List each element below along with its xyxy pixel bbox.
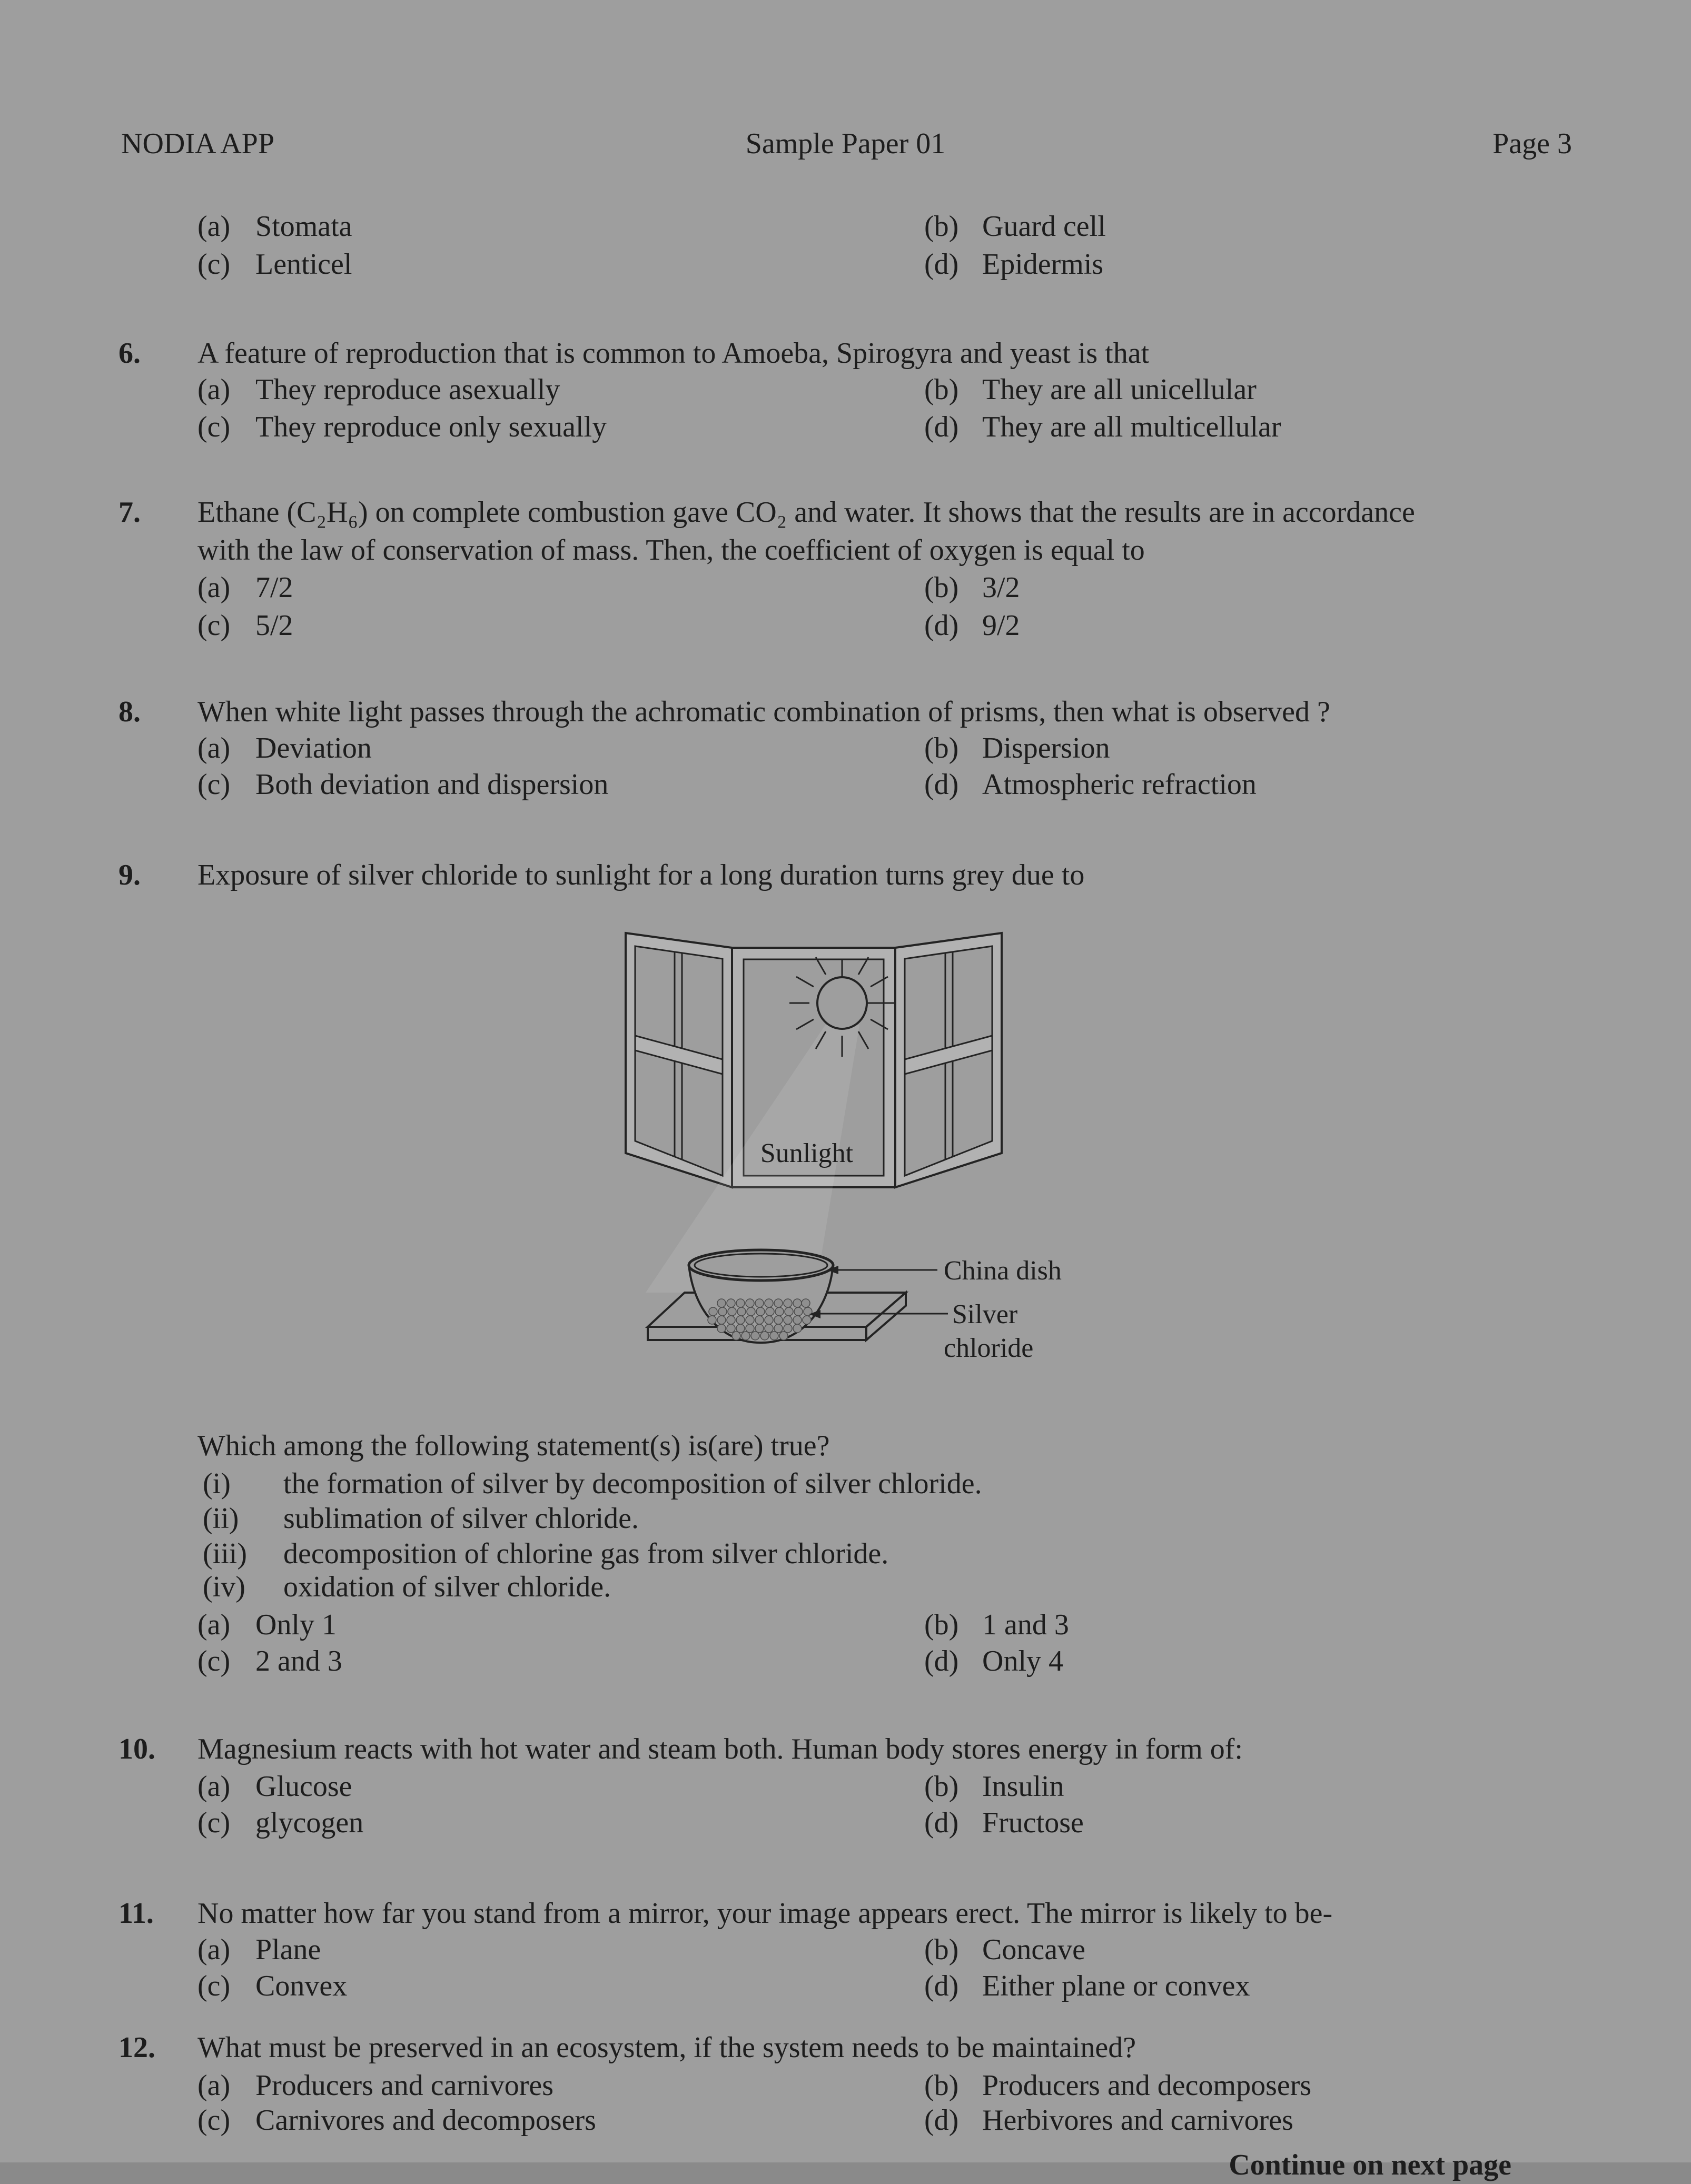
option-row xyxy=(0,607,1691,644)
option-marker: (d) xyxy=(924,1806,959,1839)
header-page-number: Page 3 xyxy=(1492,127,1572,160)
question-number: 10. xyxy=(118,1733,155,1765)
option-marker: (a) xyxy=(197,732,231,765)
question-text: No matter how far you stand from a mirror, your image appears erect. The mirror is likely to be- xyxy=(197,1897,1333,1930)
option-label: 5/2 xyxy=(255,609,293,642)
option-label: They reproduce asexually xyxy=(255,373,560,406)
question-text: A feature of reproduction that is common to Amoeba, Spirogyra and yeast is that xyxy=(197,337,1150,370)
option-marker: (a) xyxy=(197,2069,231,2102)
option-a xyxy=(197,729,372,767)
option-label: They are all unicellular xyxy=(982,373,1257,406)
option-d xyxy=(924,1642,1063,1680)
question-number: 9. xyxy=(118,859,141,891)
option-a xyxy=(197,569,293,607)
option-marker: (a) xyxy=(197,1609,231,1641)
option-marker: (b) xyxy=(924,571,959,604)
option-label: Producers and carnivores xyxy=(255,2069,554,2102)
option-b xyxy=(924,1931,1085,1969)
option-a xyxy=(197,1931,321,1969)
option-a xyxy=(197,207,352,245)
footer-continue-note: Continue on next page xyxy=(1229,2149,1511,2181)
option-b xyxy=(924,371,1257,409)
option-marker: (c) xyxy=(197,1645,231,1677)
option-marker: (b) xyxy=(924,2069,959,2102)
option-b xyxy=(924,1768,1064,1805)
option-a xyxy=(197,2067,553,2104)
option-label: Epidermis xyxy=(982,248,1104,281)
statement-marker: (iii) xyxy=(203,1537,247,1570)
statement-row xyxy=(0,1465,1691,1503)
option-b xyxy=(924,2067,1311,2104)
option-marker: (d) xyxy=(924,768,959,801)
header-app-name: NODIA APP xyxy=(121,127,274,160)
statement-iii xyxy=(203,1535,888,1573)
option-label: Insulin xyxy=(982,1770,1064,1803)
option-c xyxy=(197,408,607,446)
option-row xyxy=(0,245,1691,283)
option-a xyxy=(197,371,560,409)
question-text: When white light passes through the achromatic combination of prisms, then what is observed ? xyxy=(197,696,1330,728)
question-text: Ethane (C₂H₆) on complete combustion gave CO₂ and water. It shows that the results are in accordance xyxy=(197,496,1415,529)
option-marker: (c) xyxy=(197,1970,231,2002)
option-label: Either plane or convex xyxy=(982,1970,1250,2002)
option-label: Fructose xyxy=(982,1806,1084,1839)
question-number: 6. xyxy=(118,337,141,370)
option-marker: (a) xyxy=(197,1933,231,1966)
option-marker: (d) xyxy=(924,1970,959,2002)
question-7 xyxy=(0,493,1691,531)
option-row xyxy=(0,371,1691,409)
question-8 xyxy=(0,693,1691,731)
option-marker: (c) xyxy=(197,248,231,281)
option-c xyxy=(197,1804,363,1842)
option-marker: (d) xyxy=(924,248,959,281)
question-text: Exposure of silver chloride to sunlight for a long duration turns grey due to xyxy=(197,859,1085,891)
option-marker: (b) xyxy=(924,1609,959,1641)
statement-text: the formation of silver by decomposition of silver chloride. xyxy=(283,1467,982,1500)
question-10 xyxy=(0,1730,1691,1768)
option-row xyxy=(0,766,1691,803)
option-c xyxy=(197,2101,596,2139)
option-row xyxy=(0,729,1691,767)
option-a xyxy=(197,1768,352,1805)
option-b xyxy=(924,569,1020,607)
option-label: 2 and 3 xyxy=(255,1645,342,1677)
option-label: Convex xyxy=(255,1970,348,2002)
option-d xyxy=(924,607,1020,644)
option-label: Carnivores and decomposers xyxy=(255,2104,596,2137)
question-text: What must be preserved in an ecosystem, if the system needs to be maintained? xyxy=(197,2031,1136,2064)
option-label: Herbivores and carnivores xyxy=(982,2104,1293,2137)
option-marker: (b) xyxy=(924,732,959,765)
option-row xyxy=(0,1768,1691,1805)
option-c xyxy=(197,607,293,644)
option-d xyxy=(924,766,1257,803)
option-marker: (a) xyxy=(197,210,231,243)
option-marker: (a) xyxy=(197,373,231,406)
option-row xyxy=(0,207,1691,245)
option-marker: (d) xyxy=(924,609,959,642)
option-d xyxy=(924,1804,1084,1842)
figure-silver-label-line2: chloride xyxy=(944,1333,1034,1363)
option-label: 9/2 xyxy=(982,609,1020,642)
china-dish-rim xyxy=(689,1250,833,1280)
option-marker: (b) xyxy=(924,1933,959,1966)
option-marker: (d) xyxy=(924,411,959,443)
statement-i xyxy=(203,1465,982,1503)
question-text: Which among the following statement(s) is(are) true? xyxy=(197,1429,830,1462)
option-marker: (b) xyxy=(924,210,959,243)
option-label: Only 1 xyxy=(255,1609,337,1641)
option-marker: (d) xyxy=(924,1645,959,1677)
option-row xyxy=(0,408,1691,446)
statement-marker: (iv) xyxy=(203,1571,245,1603)
option-label: They reproduce only sexually xyxy=(255,411,607,443)
statement-marker: (i) xyxy=(203,1467,231,1500)
option-label: Guard cell xyxy=(982,210,1106,243)
option-d xyxy=(924,408,1281,446)
option-label: They are all multicellular xyxy=(982,411,1281,443)
option-label: Concave xyxy=(982,1933,1085,1966)
figure-china-dish-label: China dish xyxy=(944,1256,1062,1286)
option-label: Deviation xyxy=(255,732,372,765)
option-label: Only 4 xyxy=(982,1645,1063,1677)
option-row xyxy=(0,1804,1691,1842)
figure-silver-label-line1: Silver xyxy=(952,1299,1018,1329)
option-d xyxy=(924,2101,1293,2139)
header-title: Sample Paper 01 xyxy=(745,127,946,160)
option-row xyxy=(0,1606,1691,1644)
option-label: 7/2 xyxy=(255,571,293,604)
option-d xyxy=(924,1967,1250,2005)
option-row xyxy=(0,1642,1691,1680)
option-marker: (c) xyxy=(197,1806,231,1839)
option-marker: (c) xyxy=(197,609,231,642)
question-9-subquestion xyxy=(0,1427,1691,1465)
option-row xyxy=(0,1931,1691,1969)
question-6 xyxy=(0,334,1691,372)
question-number: 12. xyxy=(118,2031,155,2064)
option-marker: (a) xyxy=(197,571,231,604)
question-number: 8. xyxy=(118,696,141,728)
option-label: Lenticel xyxy=(255,248,352,281)
option-label: Plane xyxy=(255,1933,321,1966)
question-number: 7. xyxy=(118,496,141,529)
statement-row xyxy=(0,1500,1691,1537)
statement-row xyxy=(0,1535,1691,1573)
option-marker: (d) xyxy=(924,2104,959,2137)
option-c xyxy=(197,766,608,803)
statement-marker: (ii) xyxy=(203,1502,239,1535)
option-label: glycogen xyxy=(255,1806,364,1839)
option-label: Glucose xyxy=(255,1770,352,1803)
question-7-line2 xyxy=(0,531,1691,569)
statement-text: decomposition of chlorine gas from silver chloride. xyxy=(283,1537,889,1570)
option-label: Atmospheric refraction xyxy=(982,768,1257,801)
option-label: Stomata xyxy=(255,210,352,243)
option-row xyxy=(0,2101,1691,2139)
option-label: Producers and decomposers xyxy=(982,2069,1312,2102)
sunlight-experiment-figure xyxy=(600,924,1106,1401)
question-11 xyxy=(0,1894,1691,1932)
option-c xyxy=(197,1642,342,1680)
option-marker: (c) xyxy=(197,768,231,801)
option-label: 1 and 3 xyxy=(982,1609,1069,1641)
option-label: 3/2 xyxy=(982,571,1020,604)
option-marker: (c) xyxy=(197,411,231,443)
statement-iv xyxy=(203,1568,611,1606)
question-12 xyxy=(0,2029,1691,2067)
option-row xyxy=(0,1967,1691,2005)
option-b xyxy=(924,729,1110,767)
question-number: 11. xyxy=(118,1897,154,1930)
question-text: Magnesium reacts with hot water and steam both. Human body stores energy in form of: xyxy=(197,1733,1243,1765)
option-c xyxy=(197,1967,347,2005)
option-marker: (b) xyxy=(924,1770,959,1803)
statement-text: sublimation of silver chloride. xyxy=(283,1502,639,1535)
option-marker: (b) xyxy=(924,373,959,406)
figure-sunlight-label: Sunlight xyxy=(760,1138,854,1168)
option-row xyxy=(0,569,1691,607)
option-a xyxy=(197,1606,337,1644)
question-9 xyxy=(0,856,1691,894)
page-header xyxy=(0,125,1691,163)
option-marker: (c) xyxy=(197,2104,231,2137)
option-label: Both deviation and dispersion xyxy=(255,768,609,801)
question-text: with the law of conservation of mass. Then, the coefficient of oxygen is equal to xyxy=(197,534,1145,567)
statement-text: oxidation of silver chloride. xyxy=(283,1571,611,1603)
option-d xyxy=(924,245,1103,283)
option-marker: (a) xyxy=(197,1770,231,1803)
option-label: Dispersion xyxy=(982,732,1110,765)
statement-ii xyxy=(203,1500,639,1537)
option-b xyxy=(924,207,1106,245)
option-row xyxy=(0,2067,1691,2104)
statement-row xyxy=(0,1568,1691,1606)
option-c xyxy=(197,245,352,283)
option-b xyxy=(924,1606,1069,1644)
sun-icon xyxy=(817,977,867,1029)
page-footer xyxy=(0,2146,1691,2184)
